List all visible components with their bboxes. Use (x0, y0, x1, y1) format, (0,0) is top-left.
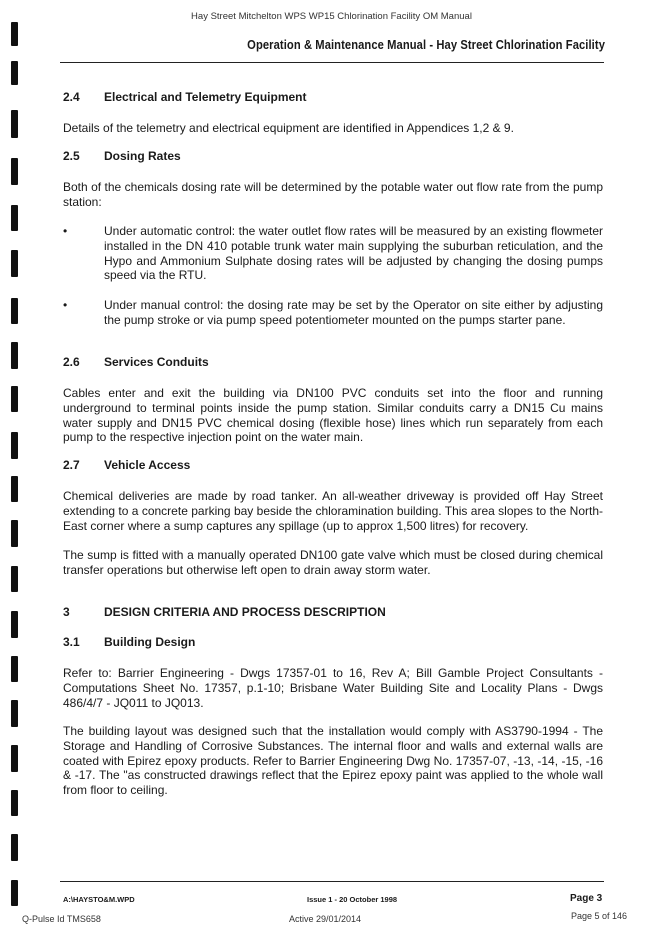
section-number: 3 (63, 605, 70, 619)
footer-divider (60, 881, 604, 882)
punch-mark (11, 880, 18, 906)
section-number: 2.5 (63, 149, 80, 163)
paragraph: The building layout was designed such that the installation would comply with AS3790-1994 - The Storage and Handling of Corrosive Substances. The internal floor and walls and external walls are coated with Epirez epoxy products. Refer to Barrier Engineering Dwg No. 17357-07, -13, -14, -15, -16 & -17. The "as constructed drawings reflect that the Epirez epoxy paint was applied to the whole wall from floor to ceiling. (63, 724, 603, 798)
punch-mark (11, 432, 18, 459)
punch-mark (11, 158, 18, 185)
punch-mark (11, 386, 18, 412)
section-number: 3.1 (63, 635, 80, 649)
section-title: Building Design (104, 635, 196, 649)
paragraph: Details of the telemetry and electrical equipment are identified in Appendices 1,2 & 9. (63, 121, 514, 135)
paragraph: Cables enter and exit the building via DN100 PVC conduits set into the floor and running underground to terminal points inside the pump station. Similar conduits carry a DN15 Cu mains water supply and DN15 PVC chemical dosing (flexible hose) lines which run separately from each pump to the respective injection point on the water main. (63, 386, 603, 445)
page-title: Operation & Maintenance Manual - Hay Street Chlorination Facility (247, 37, 606, 52)
punch-mark (11, 520, 18, 547)
paragraph: The sump is fitted with a manually operated DN100 gate valve which must be closed during chemical transfer operations but otherwise left open to drain away storm water. (63, 548, 603, 577)
section-title: Dosing Rates (104, 149, 181, 163)
paragraph: Both of the chemicals dosing rate will be determined by the potable water out flow rate from the pump station: (63, 180, 603, 209)
section-heading-3-1 (63, 635, 195, 650)
section-number: 2.4 (63, 90, 80, 104)
punch-mark (11, 298, 18, 324)
bullet-text: Under automatic control: the water outlet flow rates will be measured by an existing flowmeter installed in the DN 410 potable trunk water main supplying the suburban reticulation, and the Hypo and Ammonium Sulphate dosing rates will be adjusted by changing the dosing pumps speed via the RTU. (104, 224, 603, 283)
punch-mark (11, 61, 18, 85)
punch-mark (11, 656, 18, 682)
punch-mark (11, 110, 18, 138)
punch-mark (11, 611, 18, 638)
section-title: Services Conduits (104, 355, 209, 369)
section-heading-2-7 (63, 458, 190, 473)
section-heading-2-4 (63, 90, 307, 105)
footer-file-name: A:\HAYSTO&M.WPD (63, 895, 135, 904)
section-heading-2-6 (63, 355, 209, 370)
punch-mark (11, 566, 18, 592)
punch-mark (11, 476, 18, 502)
section-heading-2-5 (63, 149, 181, 164)
bullet-text: Under manual control: the dosing rate may be set by the Operator on site either by adjusting the pump stroke or via pump speed potentiometer mounted on the pumps starter pane. (104, 298, 603, 327)
page-of-total: Page 5 of 146 (571, 911, 628, 921)
section-number: 2.6 (63, 355, 80, 369)
section-title: Electrical and Telemetry Equipment (104, 90, 307, 104)
punch-mark (11, 250, 18, 277)
paragraph: Chemical deliveries are made by road tanker. An all-weather driveway is provided off Hay Street extending to a concrete parking bay beside the chloramination building. This area slopes to the North-East corner where a sump captures any spillage (up to approx 1,500 litres) for recovery. (63, 489, 603, 533)
footer-issue: Issue 1 - 20 October 1998 (307, 895, 398, 904)
section-heading-3 (63, 605, 386, 620)
active-date: Active 29/01/2014 (289, 914, 362, 924)
bullet-marker: • (63, 224, 68, 238)
footer-page-number: Page 3 (570, 893, 603, 904)
punch-mark (11, 790, 18, 816)
punch-mark (11, 342, 18, 369)
punch-mark (11, 745, 18, 772)
punch-mark (11, 700, 18, 727)
punch-mark (11, 834, 18, 861)
paragraph: Refer to: Barrier Engineering - Dwgs 17357-01 to 16, Rev A; Bill Gamble Project Consultants - Computations Sheet No. 17357, p.1-10; Brisbane Water Building Site and Locality Plans - Dwgs 486/4/7 - JQ011 to JQ013. (63, 666, 603, 710)
section-title: DESIGN CRITERIA AND PROCESS DESCRIPTION (104, 605, 386, 619)
header-divider (60, 62, 604, 63)
bullet-marker: • (63, 298, 68, 312)
document-header-line: Hay Street Mitchelton WPS WP15 Chlorination Facility OM Manual (191, 11, 472, 22)
section-title: Vehicle Access (104, 458, 191, 472)
qpulse-id: Q-Pulse Id TMS658 (22, 914, 101, 924)
punch-mark (11, 22, 18, 46)
section-number: 2.7 (63, 458, 80, 472)
punch-mark (11, 205, 18, 231)
